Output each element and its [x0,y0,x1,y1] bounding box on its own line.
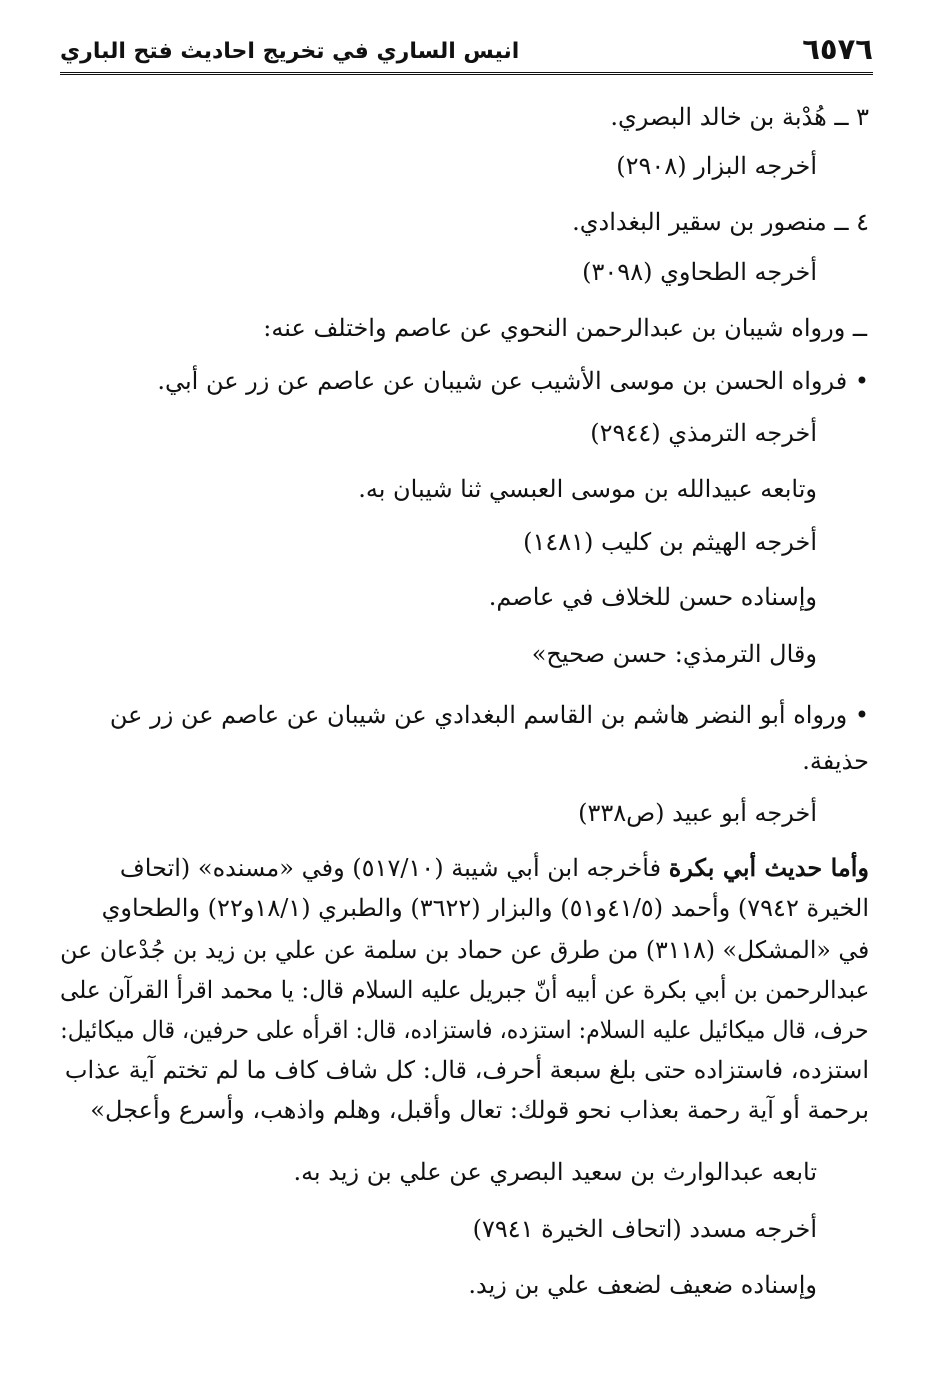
text-line: وإسناده حسن للخلاف في عاصم. [488,583,817,611]
paragraph-line [120,851,869,885]
text-line: تابعه عبدالوارث بن سعيد البصري عن علي بن زيد به. [293,1158,817,1186]
text-line: وتابعه عبيدالله بن موسى العبسي ثنا شيبان به. [358,475,817,503]
takhrij-line: أخرجه البزار (٢٩٠٨) [616,152,817,180]
text-line: ــ ورواه شيبان بن عبدالرحمن النحوي عن عاصم واختلف عنه: [263,314,867,342]
takhrij-line: أخرجه أبو عبيد (ص٣٣٨) [578,799,817,827]
takhrij-line: أخرجه الترمذي (٢٩٤٤) [590,419,817,447]
section-lead: وأما حديث أبي بكرة [668,853,869,882]
paragraph-line: الخيرة ٧٩٤٢) وأحمد (٤١/٥و٥١) والبزار (٣٦٢٢) والطبري (١٨/١و٢٢) والطحاوي [101,894,869,922]
takhrij-line: أخرجه الهيثم بن كليب (١٤٨١) [523,528,817,556]
bullet-line: • ورواه أبو النضر هاشم بن القاسم البغدادي عن شيبان عن عاصم عن زر عن [109,701,869,729]
paragraph-line: في «المشكل» (٣١١٨) من طرق عن حماد بن سلمة عن علي بن زيد بن جُدْعان عن [59,936,869,964]
page-header [60,26,873,75]
paragraph-line: عبدالرحمن بن أبي بكرة عن أبيه أنّ جبريل عليه السلام قال: يا محمد اقرأ القرآن على [59,976,869,1004]
text-line: وإسناده ضعيف لضعف علي بن زيد. [468,1271,817,1299]
paragraph-line: استزده، فاستزاده حتى بلغ سبعة أحرف، قال: كل شاف كاف ما لم تختم آية عذاب [64,1056,869,1084]
paragraph-line: برحمة أو آية رحمة بعذاب نحو قولك: تعال وأقبل، وهلم واذهب، وأسرع وأعجل» [90,1096,869,1124]
paragraph-line: حرف، قال ميكائيل عليه السلام: استزده، فاستزاده، قال: اقرأه على حرفين، قال ميكائيل: [60,1016,869,1044]
narrator-line-3: ٣ ــ هُدْبة بن خالد البصري. [610,103,869,131]
narrator-line-4: ٤ ــ منصور بن سقير البغدادي. [572,208,869,236]
paragraph-text: فأخرجه ابن أبي شيبة (٥١٧/١٠) وفي «مسنده» (اتحاف [119,854,669,882]
text-line: وقال الترمذي: حسن صحيح» [531,640,817,668]
takhrij-line: أخرجه الطحاوي (٣٠٩٨) [582,258,817,286]
text-line: حذيفة. [802,747,869,775]
page-number: ٦٥٧٦ [802,32,873,66]
takhrij-line: أخرجه مسدد (اتحاف الخيرة ٧٩٤١) [472,1215,817,1243]
running-title: انيس الساري في تخريج احاديث فتح الباري [60,39,520,64]
bullet-line: • فرواه الحسن بن موسى الأشيب عن شيبان عن عاصم عن زر عن أبي. [157,367,869,395]
